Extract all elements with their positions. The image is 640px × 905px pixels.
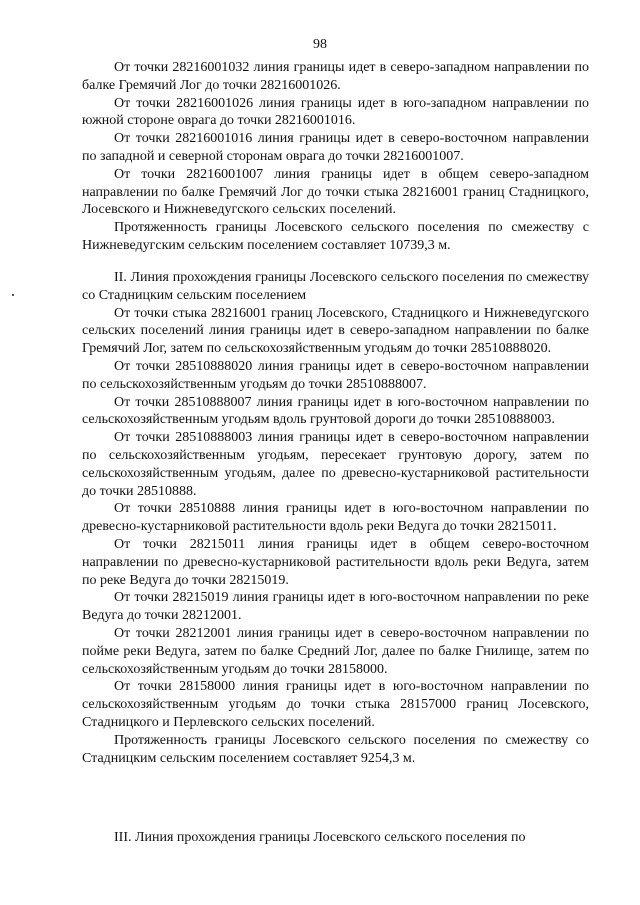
paragraph: От точки 28510888003 линия границы идет в северо-восточном направлении по сельскохозяйственным угодьям, пересекает грунтовую дорогу, затем по сельскохозяйственным угодьям, далее по древесно-кустарниковой растительности до точки 28510888. xyxy=(82,430,589,499)
paragraph: От точки 28510888 линия границы идет в юго-восточном направлении по древесно-кустарниковой растительности вдоль реки Ведуга до точки 28215011. xyxy=(82,501,589,535)
paragraph: От точки стыка 28216001 границ Лосевского, Стадницкого и Нижневедугского сельских поселений линия границы идет в северо-западном направлении по балке Гремячий Лог, затем по сельскохозяйственным угодьям до точки 28510888020. xyxy=(82,305,589,357)
paragraph: От точки 28216001007 линия границы идет в общем северо-западном направлении по балке Гремячий Лог до точки стыка 28216001 границ Стадницкого, Лосевского и Нижневедугского сельских поселений. xyxy=(82,166,589,218)
section-heading: III. Линия прохождения границы Лосевского сельского поселения по xyxy=(114,830,526,845)
paragraph: От точки 28212001 линия границы идет в северо-восточном направлении по пойме реки Ведуга, затем по балке Средний Лог, далее по балке Гнилище, затем по сельскохозяйственным угодьям до точки 28158000. xyxy=(82,625,589,677)
length-summary-paragraph: Протяженность границы Лосевского сельского поселения по смежеству со Стадницким сельским поселением составляет 9254,3 м. xyxy=(82,732,589,766)
paragraph: От точки 28215011 линия границы идет в общем северо-восточном направлении по древесно-кустарниковой растительности вдоль реки Ведуга, затем по реке Ведуга до точки 28215019. xyxy=(82,536,589,588)
paragraph: От точки 28216001026 линия границы идет в юго-западном направлении по южной стороне оврага до точки 28216001016. xyxy=(82,95,589,129)
paragraph: От точки 28158000 линия границы идет в юго-восточном направлении по сельскохозяйственным угодьям до точки стыка 28157000 границ Лосевского, Стадницкого и Перлевского сельских поселений. xyxy=(82,679,589,730)
paragraph: От точки 28510888007 линия границы идет в юго-восточном направлении по сельскохозяйственным угодьям вдоль грунтовой дороги до точки 28510888003. xyxy=(82,394,589,428)
paragraph: От точки 28510888020 линия границы идет в северо-восточном направлении по сельскохозяйственным угодьям до точки 28510888007. xyxy=(82,358,589,392)
page-number: 98 xyxy=(313,37,327,52)
section-heading: II. Линия прохождения границы Лосевского сельского поселения по смежеству со Стадницким сельским поселением xyxy=(82,270,589,303)
paragraph: От точки 28216001016 линия границы идет в северо-восточном направлении по западной и северной сторонам оврага до точки 28216001007. xyxy=(82,131,589,164)
paragraph: От точки 28216001032 линия границы идет в северо-западном направлении по балке Гремячий Лог до точки 28216001026. xyxy=(82,60,589,93)
scan-speck xyxy=(12,294,14,296)
paragraph: От точки 28215019 линия границы идет в юго-восточном направлении по реке Ведуга до точки 28212001. xyxy=(82,590,589,624)
section-1-continuation xyxy=(82,59,589,255)
length-summary-paragraph: Протяженность границы Лосевского сельского поселения по смежеству с Нижневедугским сельским поселением составляет 10739,3 м. xyxy=(82,220,589,253)
section-3 xyxy=(82,829,589,847)
section-2 xyxy=(82,269,589,767)
